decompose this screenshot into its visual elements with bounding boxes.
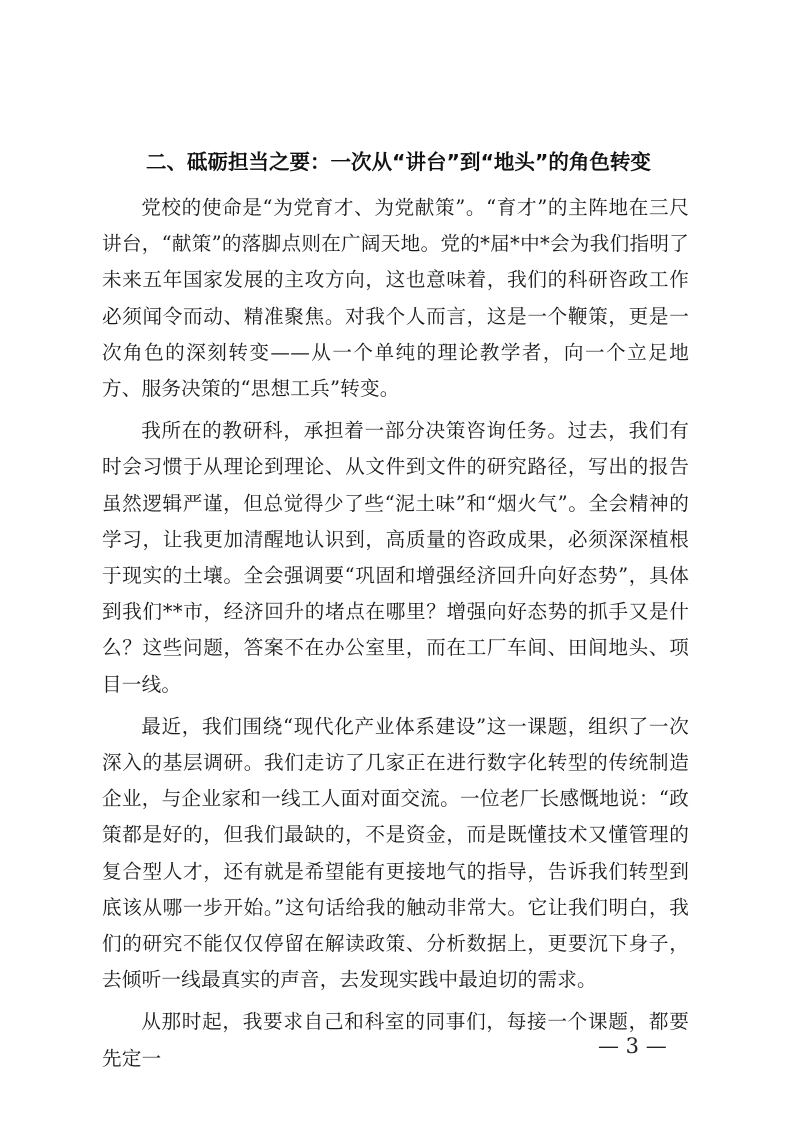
paragraph: 我所在的教研科，承担着一部分决策咨询任务。过去，我们有时会习惯于从理论到理论、从文件到文件的研究路径，写出的报告虽然逻辑严谨，但总觉得少了些“泥土味”和“烟火气”。全会精神的学习，让我更加清醒地认识到，高质量的咨政成果，必须深深植根于现实的土壤。全会强调要“巩固和增强经济回升向好态势”，具体到我们**市，经济回升的堵点在哪里？增强向好态势的抓手又是什么？这些问题，答案不在办公室里，而在工厂车间、田间地头、项目一线。 bbox=[102, 419, 689, 696]
paragraph: 从那时起，我要求自己和科室的同事们，每接一个课题，都要先定一 bbox=[102, 1010, 689, 1070]
body-text bbox=[102, 190, 689, 1083]
page-number: — 3 — bbox=[598, 1034, 667, 1058]
paragraph: 最近，我们围绕“现代化产业体系建设”这一课题，组织了一次深入的基层调研。我们走访了几家正在进行数字化转型的传统制造企业，与企业家和一线工人面对面交流。一位老厂长感慨地说：“政策都是好的，但我们最缺的，不是资金，而是既懂技术又懂管理的复合型人才，还有就是希望能有更接地气的指导，告诉我们转型到底该从哪一步开始。”这句话给我的触动非常大。它让我们明白，我们的研究不能仅仅停留在解读政策、分析数据上，更要沉下身子，去倾听一线最真实的声音，去发现实践中最迫切的需求。 bbox=[102, 714, 689, 992]
paragraph: 党校的使命是“为党育才、为党献策”。“育才”的主阵地在三尺讲台，“献策”的落脚点则在广阔天地。党的*届*中*会为我们指明了未来五年国家发展的主攻方向，这也意味着，我们的科研咨政工作必须闻令而动、精准聚焦。对我个人而言，这是一个鞭策，更是一次角色的深刻转变——从一个单纯的理论教学者，向一个立足地方、服务决策的“思想工兵”转变。 bbox=[102, 196, 689, 401]
section-heading: 二、砥砺担当之要：一次从“讲台”到“地头”的角色转变 bbox=[146, 150, 651, 174]
